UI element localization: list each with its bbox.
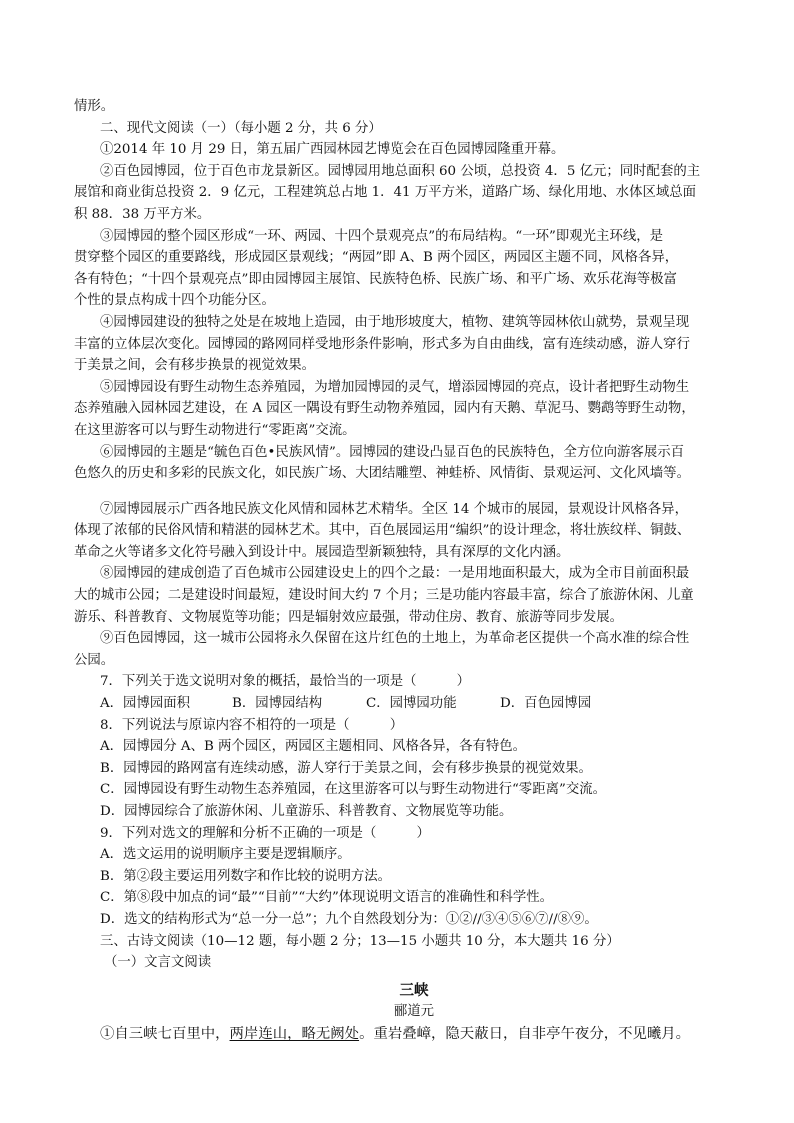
paragraph-2-line-2: 展馆和商业街总投资 2．9 亿元，工程建筑总占地 1．41 万平方米，道路广场、绿化用地、水体区域总面 [74,185,697,201]
question-8-option-c: C．园博园设有野生动物生态养殖园，在这里游客可以与野生动物进行“零距离”交流。 [100,782,606,798]
paragraph-3-line-3: 各有特色；“十四个景观亮点”即由园博园主展馆、民族特色桥、民族广场、和平广场、欢乐花海等极富 [74,271,677,287]
paragraph-3-line-2: 贯穿整个园区的重要路线，形成园区景观线；“两园”即 A、B 两个园区，两园区主题不同，风格各异， [74,250,679,266]
paragraph-4-line-2: 丰富的立体层次变化。园博园的路网同样受地形条件影响，形式多为自由曲线，富有连续动感，游人穿行 [74,336,690,352]
option-a: A．园博园面积 [100,696,191,712]
paragraph-9-line-1: ⑨百色园博园，这一城市公园将永久保留在这片红色的土地上，为革命老区提供一个高水准的综合性 [100,631,690,647]
paragraph-4-line-3: 于美景之间，会有移步换景的视觉效果。 [74,358,316,374]
paragraph-2-line-1: ②百色园博园，位于百色市龙景新区。园博园用地总面积 60 公顷，总投资 4．5 亿元；同时配套的主 [100,163,701,179]
exam-page [74,96,754,1045]
classical-p1-underlined: 两岸连山，略无阙处 [229,1025,360,1042]
paragraph-5-line-2: 态养殖融入园林园艺建设，在 A 园区一隅设有野生动物养殖园，园内有天鹅、草泥马、鹦鹉等野生动物， [74,401,695,417]
paragraph-4-line-1: ④园博园建设的独特之处是在坡地上造园，由于地形坡度大，植物、建筑等园林依山就势，景观呈现 [100,314,690,330]
classical-p1-pre: ①自三峡七百里中， [100,1025,230,1042]
paragraph-2-line-3: 积 88．38 万平方米。 [74,206,211,222]
question-8: 8．下列说法与原谅内容不相符的一项是（ ） [100,717,404,733]
question-9-option-b: B．第②段主要运用列数字和作比较的说明方法。 [100,868,392,884]
question-7: 7．下列关于选文说明对象的概括，最恰当的一项是（ ） [100,674,471,690]
question-9: 9．下列对选文的理解和分析不正确的一项是（ ） [100,825,430,841]
classical-author: 郦道元 [393,1004,435,1020]
question-8-option-a: A．园博园分 A、B 两个园区，两园区主题相同、风格各异，各有特色。 [100,739,527,755]
question-9-option-c: C．第⑧段中加点的词“最”“目前”“大约”体现说明文语言的准确性和科学性。 [100,890,554,906]
paragraph-5-line-1: ⑤园博园设有野生动物生态养殖园，为增加园博园的灵气，增添园博园的亮点，设计者把野生动物生 [100,379,690,395]
question-7-options [74,693,754,715]
option-c: C．园博园功能 [366,696,457,712]
section-heading-modern-reading: 二、现代文阅读（一）（每小题 2 分，共 6 分） [100,120,382,136]
spacer [74,485,754,499]
subsection-heading-classical-prose: （一）文言文阅读 [104,955,212,971]
paragraph-1: ①2014 年 10 月 29 日，第五届广西园林园艺博览会在百色园博园隆重开幕。 [100,142,565,158]
paragraph-7-line-1: ⑦园博园展示广西各地民族文化风情和园林艺术精华。全区 14 个城市的展园，景观设计风格各异， [100,501,688,517]
paragraph-9-line-2: 公园。 [74,652,115,668]
question-9-option-a: A．选文运用的说明顺序主要是逻辑顺序。 [100,847,351,863]
question-9-option-d: D．选文的结构形式为“总一分一总”；九个自然段划分为：①②//③④⑤⑥⑦//⑧⑨。 [100,911,598,927]
paragraph-5-line-3: 在这里游客可以与野生动物进行“零距离”交流。 [74,422,356,438]
paragraph-8-line-1: ⑧园博园的建成创造了百色城市公园建设史上的四个之最：一是用地面积最大，成为全市目前面积最 [100,566,690,582]
option-d: D．百色园博园 [500,696,592,712]
classical-p1-post: 。重岩叠嶂，隐天蔽日，自非亭午夜分，不见曦月。 [359,1025,691,1042]
option-b: B．园博园结构 [232,696,323,712]
question-8-option-b: B．园博园的路网富有连续动感，游人穿行于美景之间，会有移步换景的视觉效果。 [100,760,592,776]
classical-paragraph-1 [74,1023,754,1045]
paragraph-3-line-1: ③园博园的整个园区形成“一环、两园、十四个景观亮点”的布局结构。“一环”即观光主环线，是 [100,228,664,244]
question-8-option-d: D．园博园综合了旅游休闲、儿童游乐、科普教育、文物展览等功能。 [100,804,513,819]
paragraph-7-line-3: 革命之火等诸多文化符号融入到设计中。展园造型新颖独特，具有深厚的文化内涵。 [74,544,570,560]
classical-title: 三峡 [399,981,429,999]
paragraph-6-line-2: 色悠久的历史和多彩的民族文化，如民族广场、大团结雕塑、神蛙桥、风情街、景观运河、文化风墙等。 [74,466,690,482]
paragraph-6-line-1: ⑥园博园的主题是“毓色百色•民族风情”。园博园的建设凸显百色的民族特色，全方位向游客展示百 [100,444,684,460]
paragraph-7-line-2: 体现了浓郁的民俗风情和精湛的园林艺术。其中，百色展园运用“编织”的设计理念，将壮族纹样、铜鼓、 [74,523,691,539]
paragraph-3-line-4: 个性的景点构成十四个功能分区。 [74,293,275,309]
text-line: 情形。 [74,99,115,114]
section-heading-classical: 三、古诗文阅读（10—12 题，每小题 2 分；13—15 小题共 10 分，本大题共 16 分） [100,933,620,949]
paragraph-8-line-2: 大的城市公园；二是建设时间最短，建设时间大约 7 个月；三是功能内容最丰富，综合了旅游休闲、儿童 [74,588,694,604]
paragraph-8-line-3: 游乐、科普教育、文物展览等功能；四是辐射效应最强，带动住房、教育、旅游等同步发展。 [74,609,624,625]
